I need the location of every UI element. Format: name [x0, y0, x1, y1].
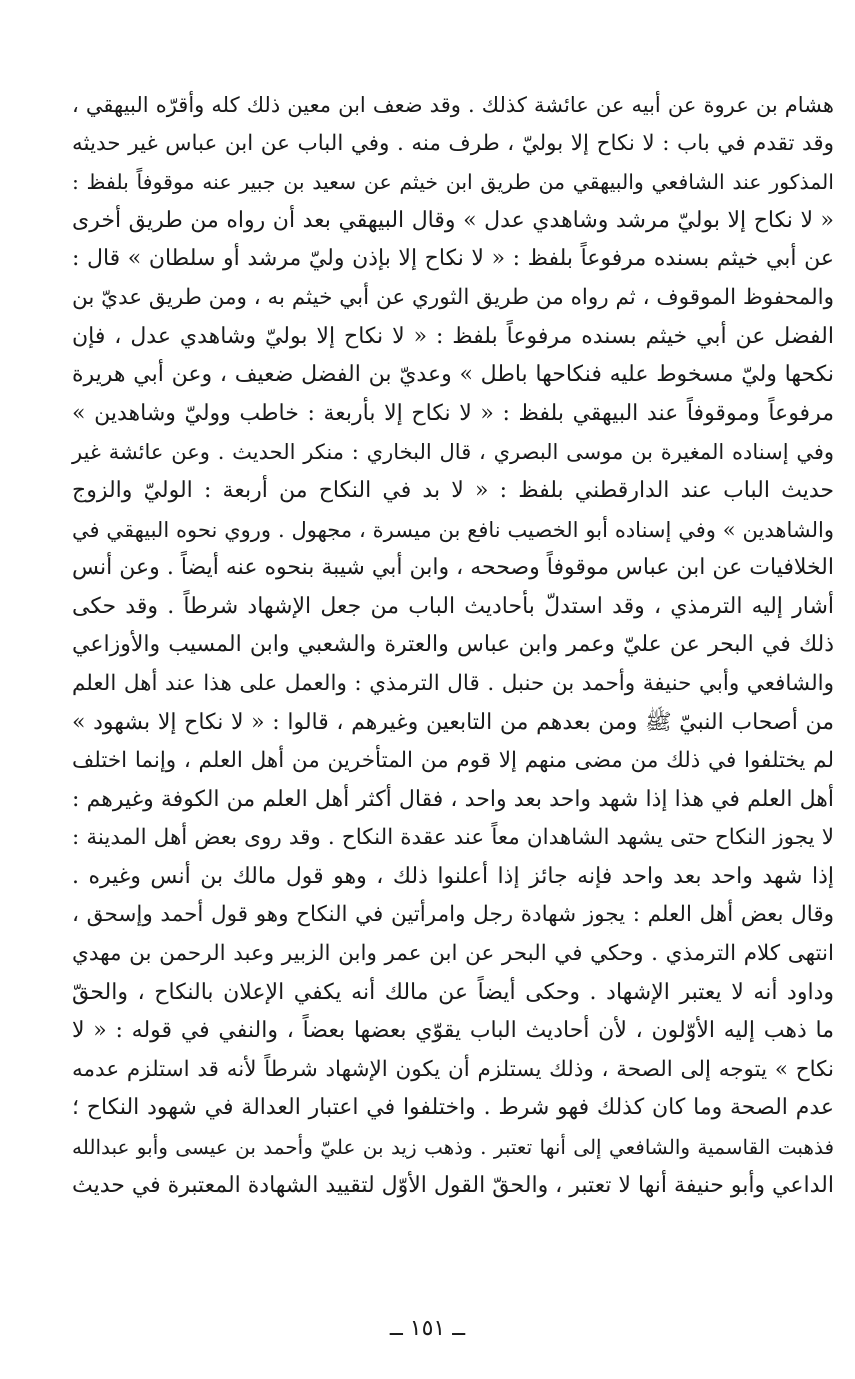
text-line: مرفوعاً وموقوفاً عند البيهقي بلفظ : « لا نكاح إلا بأربعة : خاطب ووليّ وشاهدين »	[72, 400, 834, 426]
text-line: من أصحاب النبيّ ﷺ ومن بعدهم من التابعين وغيرهم ، قالوا : « لا نكاح إلا بشهود »	[72, 709, 834, 735]
text-line: والمحفوظ الموقوف ، ثم رواه من طريق الثوري عن أبي خيثم به ، ومن طريق عديّ بن	[71, 284, 834, 310]
text-line: وقال بعض أهل العلم : يجوز شهادة رجل وامرأتين في النكاح وهو قول أحمد وإسحق ،	[72, 902, 834, 928]
text-line: والشافعي وأبي حنيفة وأحمد بن حنبل . قال الترمذي : والعمل على هذا عند أهل العلم	[72, 670, 834, 696]
text-line: لم يختلفوا في ذلك من مضى منهم إلا قوم من المتأخرين من أهل العلم ، وإنما اختلف	[72, 748, 834, 774]
text-line: ذلك في البحر عن عليّ وعمر وابن عباس والعترة والشعبي وابن المسيب والأوزاعي	[72, 632, 834, 658]
text-line: الخلافيات عن ابن عباس موقوفاً وصححه ، وابن أبي شيبة بنحوه عنه أيضاً . وعن أنس	[72, 555, 834, 581]
text-line: فذهبت القاسمية والشافعي إلى أنها تعتبر . وذهب زيد بن عليّ وأحمد بن عيسى وأبو عبدالله	[72, 1135, 834, 1160]
text-line: عن أبي خيثم بسنده مرفوعاً بلفظ : « لا نكاح إلا بإذن وليّ مرشد أو سلطان » قال :	[72, 246, 834, 272]
text-line: ما ذهب إليه الأوّلون ، لأن أحاديث الباب يقوّي بعضها بعضاً ، والنفي في قوله : « لا	[72, 1018, 834, 1044]
text-line: والشاهدين » وفي إسناده أبو الخصيب نافع بن ميسرة ، مجهول . وروي نحوه البيهقي في	[72, 517, 834, 542]
text-line: الداعي وأبو حنيفة أنها لا تعتبر ، والحقّ القول الأوّل لتقييد الشهادة المعتبرة في حديث	[71, 1172, 834, 1198]
text-line: عدم الصحة وما كان كذلك فهو شرط . واختلفوا في اعتبار العدالة في شهود النكاح ؛	[72, 1095, 834, 1121]
text-line: « لا نكاح إلا بوليّ مرشد وشاهدي عدل » وقال البيهقي بعد أن رواه من طريق أخرى	[72, 207, 834, 233]
text-line: وفي إسناده المغيرة بن موسى البصري ، قال البخاري : منكر الحديث . وعن عائشة غير	[72, 440, 834, 465]
text-line: انتهى كلام الترمذي . وحكي في البحر عن ابن عمر وابن الزبير وعبد الرحمن بن مهدي	[72, 941, 834, 967]
text-line: وقد تقدم في باب : لا نكاح إلا بوليّ ، طرف منه . وفي الباب عن ابن عباس غير حديثه	[72, 130, 834, 156]
page-number: ــ ١٥١ ــ	[389, 1316, 466, 1341]
text-line: نكحها وليّ مسخوط عليه فنكاحها باطل » وعديّ بن الفضل ضعيف ، وعن أبي هريرة	[72, 362, 834, 388]
text-line: أهل العلم في هذا إذا شهد واحد بعد واحد ، فقال أكثر أهل العلم من الكوفة وغيرهم :	[72, 786, 834, 812]
text-line: حديث الباب عند الدارقطني بلفظ : « لا بد في النكاح من أربعة : الوليّ والزوج	[72, 477, 834, 503]
text-line: إذا شهد واحد بعد واحد فإنه جائز إذا أعلنوا ذلك ، وهو قول مالك بن أنس وغيره .	[72, 863, 834, 889]
text-line: المذكور عند الشافعي والبيهقي من طريق ابن خيثم عن سعيد بن جبير عنه موقوفاً بلفظ :	[72, 170, 834, 195]
text-line: لا يجوز النكاح حتى يشهد الشاهدان معاً عند عقدة النكاح . وقد روى بعض أهل المدينة :	[72, 825, 834, 851]
text-line: الفضل عن أبي خيثم بسنده مرفوعاً بلفظ : « لا نكاح إلا بوليّ وشاهدي عدل ، فإن	[72, 323, 834, 349]
text-line: نكاح » يتوجه إلى الصحة ، وذلك يستلزم أن يكون الإشهاد شرطاً لأنه قد استلزم عدمه	[72, 1056, 834, 1082]
page-body-text	[72, 86, 834, 1205]
text-line: هشام بن عروة عن أبيه عن عائشة كذلك . وقد ضعف ابن معين ذلك كله وأقرّه البيهقي ،	[72, 93, 834, 117]
text-line: أشار إليه الترمذي ، وقد استدلّ بأحاديث الباب من جعل الإشهاد شرطاً . وقد حكى	[72, 593, 834, 619]
text-line: وداود أنه لا يعتبر الإشهاد . وحكى أيضاً عن مالك أنه يكفي الإعلان بالنكاح ، والحقّ	[72, 979, 834, 1005]
